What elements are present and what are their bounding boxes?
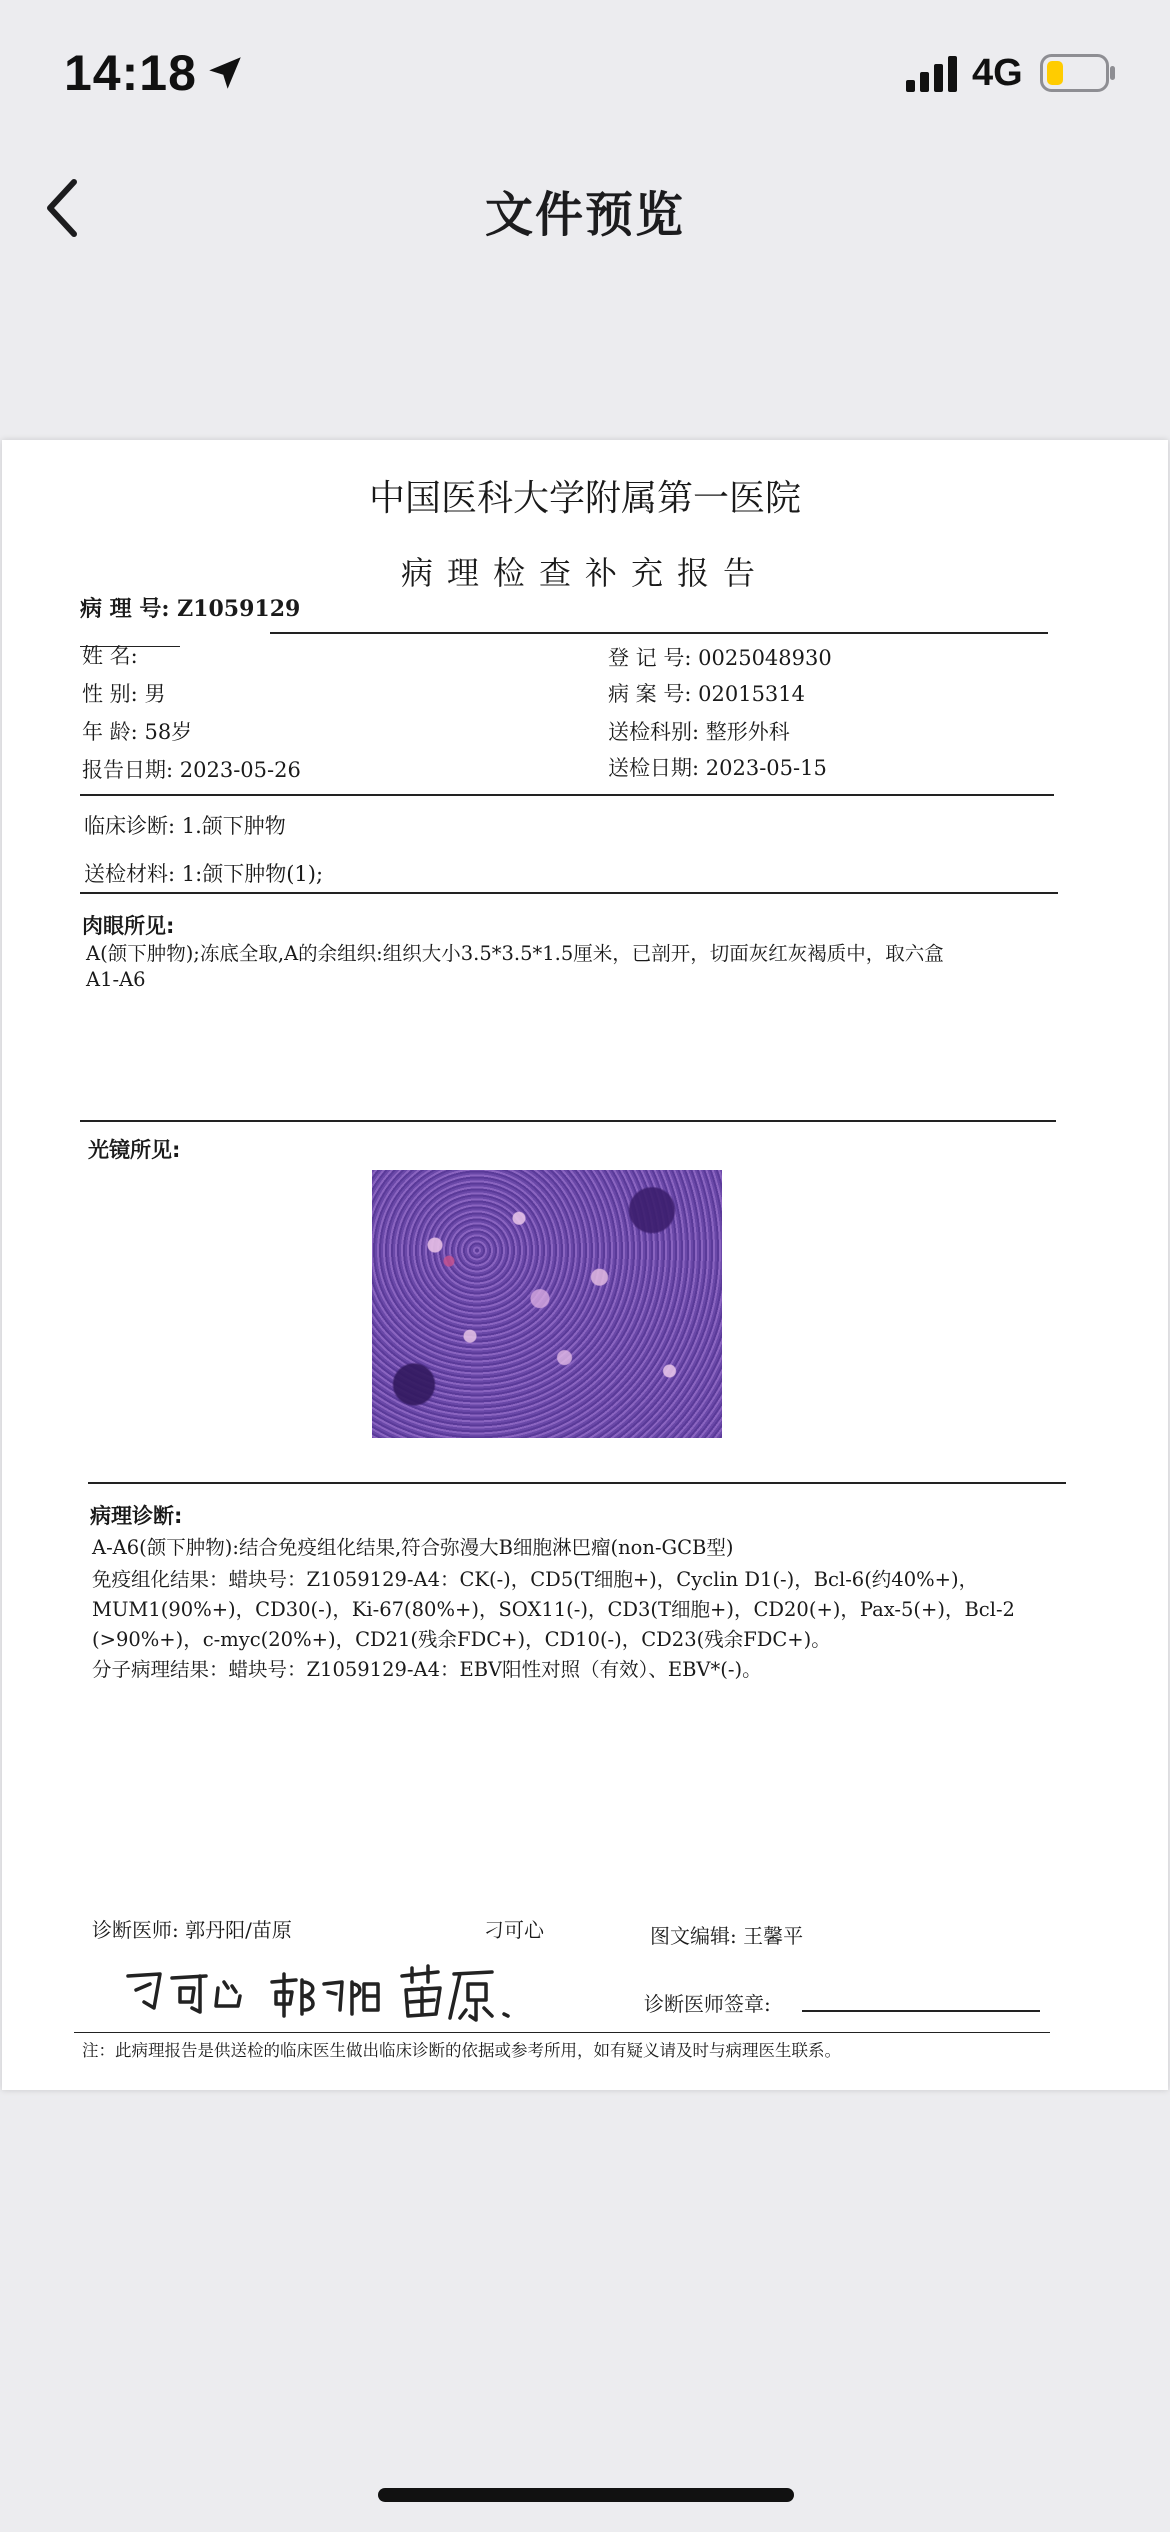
clinical-diagnosis-label: 临床诊断: [84, 814, 176, 838]
microscopic-findings-title: 光镜所见: [88, 1138, 181, 1162]
divider [80, 892, 1058, 894]
report-title: 病理检查补充报告 [400, 554, 769, 592]
field-value: 2023-05-26 [179, 758, 301, 782]
diagnosis-line: A-A6(颌下肿物):结合免疫组化结果,符合弥漫大B细胞淋巴瘤(non-GCB型) [92, 1536, 734, 1559]
diagnosis-line: 分子病理结果：蜡块号：Z1059129-A4：EBV阳性对照（有效）、EBV*(-)。 [92, 1658, 762, 1681]
editor-value: 王馨平 [743, 1924, 804, 1948]
pathological-diagnosis-title: 病理诊断: [90, 1504, 183, 1528]
field-label: 年 龄: [82, 720, 138, 744]
field-department [608, 716, 790, 746]
location-arrow-icon [204, 52, 246, 94]
physician-extra: 刁可心 [484, 1918, 544, 1942]
microscopy-image [372, 1170, 722, 1438]
cellular-signal-icon [906, 56, 960, 92]
clinical-diagnosis-value: 1.颌下肿物 [181, 814, 286, 838]
physician-label: 诊断医师: [92, 1918, 179, 1942]
status-time: 14:18 [64, 45, 197, 101]
pathology-number-value: Z1059129 [177, 596, 301, 622]
specimen-material [84, 858, 323, 888]
document-page[interactable] [2, 440, 1168, 2090]
diagnosis-line: (>90%+)，c-myc(20%+)，CD21(残余FDC+)，CD10(-)，CD23(残余FDC+)。 [92, 1628, 831, 1651]
divider [88, 1482, 1066, 1484]
editor [650, 1920, 803, 1949]
divider [80, 794, 1054, 796]
physician-seal-label: 诊断医师签章: [644, 1992, 771, 2016]
pathology-number-label: 病 理 号: [80, 596, 170, 622]
field-value: 整形外科 [705, 720, 790, 744]
page-title: 文件预览 [484, 187, 685, 243]
divider [80, 646, 180, 647]
clinical-diagnosis [84, 810, 286, 840]
field-label: 送检科别: [608, 720, 700, 744]
field-label: 性 别: [82, 682, 138, 706]
diagnosis-line: 免疫组化结果：蜡块号：Z1059129-A4：CK(-)，CD5(T细胞+)，Cyclin D1(-)，Bcl-6(约40%+)， [92, 1568, 979, 1591]
network-type-label: 4G [972, 52, 1023, 94]
home-indicator[interactable] [378, 2488, 794, 2502]
field-value: 02015314 [698, 682, 806, 706]
footnote: 注：此病理报告是供送检的临床医生做出临床诊断的依据或参考所用，如有疑义请及时与病理医生联系。 [82, 2041, 841, 2060]
field-label: 登 记 号: [608, 646, 692, 670]
divider [270, 632, 1048, 634]
specimen-label: 送检材料: [84, 862, 176, 886]
editor-label: 图文编辑: [650, 1924, 737, 1948]
gross-findings-line: A1-A6 [86, 968, 146, 991]
specimen-value: 1:颌下肿物(1); [181, 862, 324, 886]
divider [74, 2032, 1050, 2033]
battery-icon [1040, 54, 1116, 92]
field-label: 病 案 号: [608, 682, 692, 706]
field-value: 男 [144, 682, 166, 706]
field-age [82, 716, 192, 746]
field-submission-date [608, 752, 827, 782]
gross-findings-line: A(颌下肿物);冻底全取,A的余组织:组织大小3.5*3.5*1.5厘米，已剖开，切面灰红灰褐质中，取六盒 [86, 942, 944, 965]
physician-value: 郭丹阳/苗原 [185, 1918, 292, 1942]
field-gender [82, 678, 165, 708]
hospital-name: 中国医科大学附属第一医院 [368, 478, 801, 519]
signature-line [802, 2010, 1040, 2012]
field-label: 报告日期: [82, 758, 174, 782]
gross-findings-title: 肉眼所见: [82, 914, 175, 938]
field-name [82, 640, 138, 670]
field-value: 0025048930 [698, 646, 832, 670]
field-registration-number [608, 642, 832, 672]
field-value: 2023-05-15 [705, 756, 827, 780]
field-value: 58岁 [144, 720, 193, 744]
diagnosis-line: MUM1(90%+)，CD30(-)，Ki-67(80%+)，SOX11(-)，CD3(T细胞+)，CD20(+)，Pax-5(+)，Bcl-2 [92, 1598, 1015, 1621]
field-case-number [608, 678, 805, 708]
field-label: 姓 名: [82, 644, 138, 668]
divider [80, 1120, 1056, 1122]
pathology-number [80, 592, 300, 623]
diagnosing-physician [92, 1914, 292, 1943]
handwritten-signatures [120, 1962, 540, 2026]
field-label: 送检日期: [608, 756, 700, 780]
field-report-date [82, 754, 301, 784]
